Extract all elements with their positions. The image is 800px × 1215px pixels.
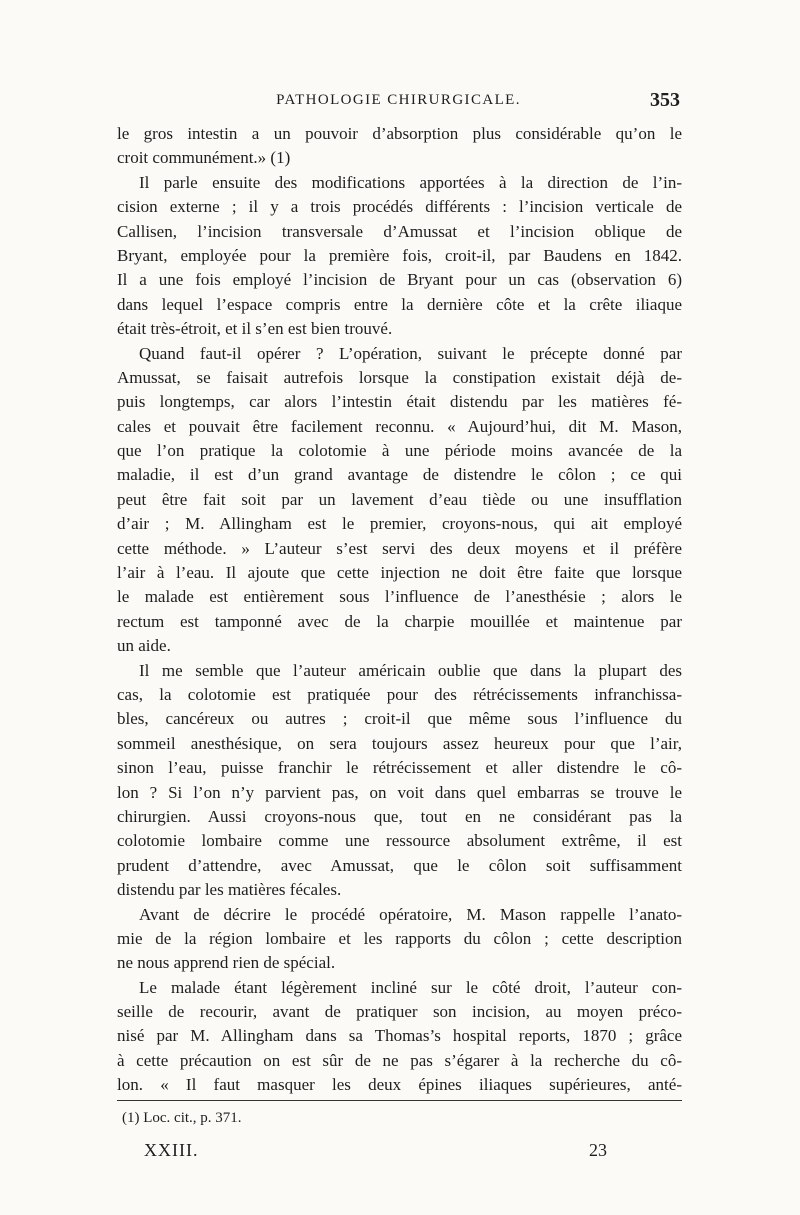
- text-line: nisé par M. Allingham dans sa Thomas’s hospital reports, 1870 ; grâce: [117, 1026, 682, 1046]
- text-line: cales et pouvait être facilement reconnu. « Aujourd’hui, dit M. Mason,: [117, 416, 682, 436]
- text-line: Bryant, employée pour la première fois, croit-il, par Baudens en 1842.: [117, 245, 682, 265]
- text-line: le malade est entièrement sous l’influence de l’anesthésie ; alors le: [117, 587, 682, 607]
- text-line: dans lequel l’espace compris entre la dernière côte et la crête iliaque: [117, 294, 682, 314]
- text-line: ne nous apprend rien de spécial.: [117, 953, 336, 973]
- text-line: croit communément.» (1): [117, 148, 291, 168]
- body-text: [117, 122, 682, 1098]
- page-number: 353: [650, 89, 680, 111]
- text-line: était très-étroit, et il s’en est bien trouvé.: [117, 319, 393, 339]
- text-line: cision externe ; il y a trois procédés différents : l’incision verticale de: [117, 197, 682, 217]
- text-line: distendu par les matières fécales.: [117, 880, 342, 900]
- text-line: à cette précaution on est sûr de ne pas s’égarer à la recherche du cô-: [117, 1050, 682, 1070]
- text-line: sommeil anesthésique, on sera toujours assez heureux pour que l’air,: [117, 733, 682, 753]
- signature-number: 23: [589, 1140, 607, 1160]
- text-line: Callisen, l’incision transversale d’Amussat et l’incision oblique de: [117, 221, 682, 241]
- text-line: Avant de décrire le procédé opératoire, M. Mason rappelle l’anato-: [139, 904, 682, 924]
- text-line: prudent d’attendre, avec Amussat, que le côlon soit suffisamment: [117, 855, 682, 875]
- running-title: PATHOLOGIE CHIRURGICALE.: [276, 92, 521, 108]
- text-line: Le malade étant légèrement incliné sur le côté droit, l’auteur con-: [139, 977, 682, 997]
- text-line: lon. « Il faut masquer les deux épines iliaques supérieures, anté-: [117, 1075, 682, 1095]
- text-line: Il a une fois employé l’incision de Bryant pour un cas (observation 6): [117, 270, 682, 290]
- footnote-rule: [117, 1100, 682, 1101]
- text-line: colotomie lombaire comme une ressource absolument extrême, il est: [117, 831, 682, 851]
- text-line: puis longtemps, car alors l’intestin était distendu par les matières fé-: [117, 392, 682, 412]
- text-line: Il me semble que l’auteur américain oublie que dans la plupart des: [139, 660, 682, 680]
- text-line: que l’on pratique la colotomie à une période moins avancée de la: [117, 441, 682, 461]
- text-line: Amussat, se faisait autrefois lorsque la constipation existait déjà de-: [117, 367, 682, 387]
- text-line: cas, la colotomie est pratiquée pour des rétrécissements infranchissa-: [117, 684, 682, 704]
- text-line: d’air ; M. Allingham est le premier, croyons-nous, qui ait employé: [117, 514, 682, 534]
- text-line: chirurgien. Aussi croyons-nous que, tout en ne considérant pas la: [117, 806, 682, 826]
- text-line: peut être fait soit par un lavement d’eau tiède ou une insufflation: [117, 489, 682, 509]
- text-line: le gros intestin a un pouvoir d’absorption plus considérable qu’on le: [117, 124, 682, 143]
- text-line: seille de recourir, avant de pratiquer son incision, au moyen préco-: [117, 1002, 682, 1022]
- text-line: rectum est tamponné avec de la charpie mouillée et maintenue par: [117, 611, 682, 631]
- text-line: un aide.: [117, 636, 171, 656]
- text-line: mie de la région lombaire et les rapports du côlon ; cette description: [117, 928, 682, 948]
- text-line: Il parle ensuite des modifications apportées à la direction de l’in-: [139, 172, 682, 192]
- text-line: bles, cancéreux ou autres ; croit-il que même sous l’influence du: [117, 709, 682, 729]
- text-line: Quand faut-il opérer ? L’opération, suivant le précepte donné par: [139, 343, 682, 363]
- text-line: l’air à l’eau. Il ajoute que cette injection ne doit être faite que lorsque: [117, 563, 682, 583]
- page-header: [117, 89, 680, 122]
- text-line: sinon l’eau, puisse franchir le rétrécissement et aller distendre le cô-: [117, 758, 682, 778]
- text-line: lon ? Si l’on n’y parvient pas, on voit dans quel embarras se trouve le: [117, 782, 682, 802]
- text-line: cette méthode. » L’auteur s’est servi des deux moyens et il préfère: [117, 538, 682, 558]
- text-line: maladie, il est d’un grand avantage de distendre le côlon ; ce qui: [117, 465, 682, 485]
- footnote: (1) Loc. cit., p. 371.: [122, 1110, 242, 1126]
- signature-mark: XXIII.: [144, 1140, 199, 1160]
